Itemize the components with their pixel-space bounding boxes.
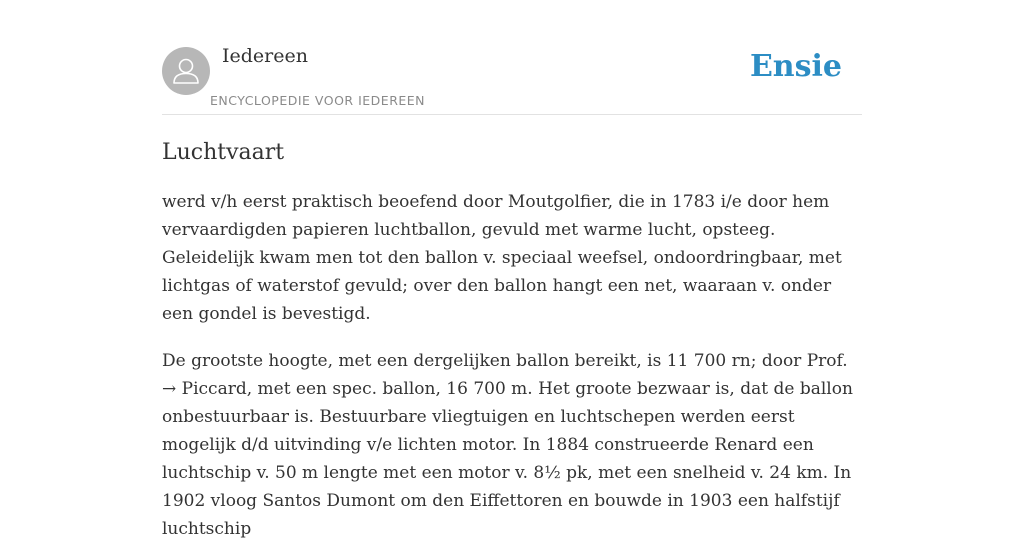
user-avatar-icon[interactable] [162, 47, 210, 95]
article-paragraph: De grootste hoogte, met een dergelijken ballon bereikt, is 11 700 rn; door Prof. → Piccard, met een spec. ballon, 16 700 m. Het groote bezwaar is, dat de ballon onbestuurbaar is. Bestuurbare vliegtuigen en luchtschepen werden eerst mogelijk d/d uitvinding v/e lichten motor. In 1884 construeerde Renard een luchtschip v. 50 m lengte met een motor v. 8½ pk, met een snelheid v. 24 km. In 1902 vloog Santos Dumont om den Eiffettoren en bouwde in 1903 een halfstijf luchtschip [162, 351, 853, 539]
site-tagline: ENCYCLOPEDIE VOOR IEDEREEN [210, 93, 426, 108]
article-body [162, 188, 862, 543]
user-silhouette-icon [162, 47, 210, 95]
site-header [162, 0, 862, 115]
ensie-logo-link[interactable]: Ensie [749, 49, 842, 84]
site-name-link[interactable]: Iedereen [222, 45, 308, 67]
article-paragraph: werd v/h eerst praktisch beoefend door Moutgolfier, die in 1783 i/e door hem vervaardigden papieren luchtballon, gevuld met warme lucht, opsteeg. Geleidelijk kwam men tot den ballon v. speciaal weefsel, ondoordringbaar, met lichtgas of waterstof gevuld; over den ballon hangt een net, waaraan v. onder een gondel is bevestigd. [162, 192, 842, 324]
page [162, 0, 862, 543]
article-title: Luchtvaart [162, 140, 285, 165]
